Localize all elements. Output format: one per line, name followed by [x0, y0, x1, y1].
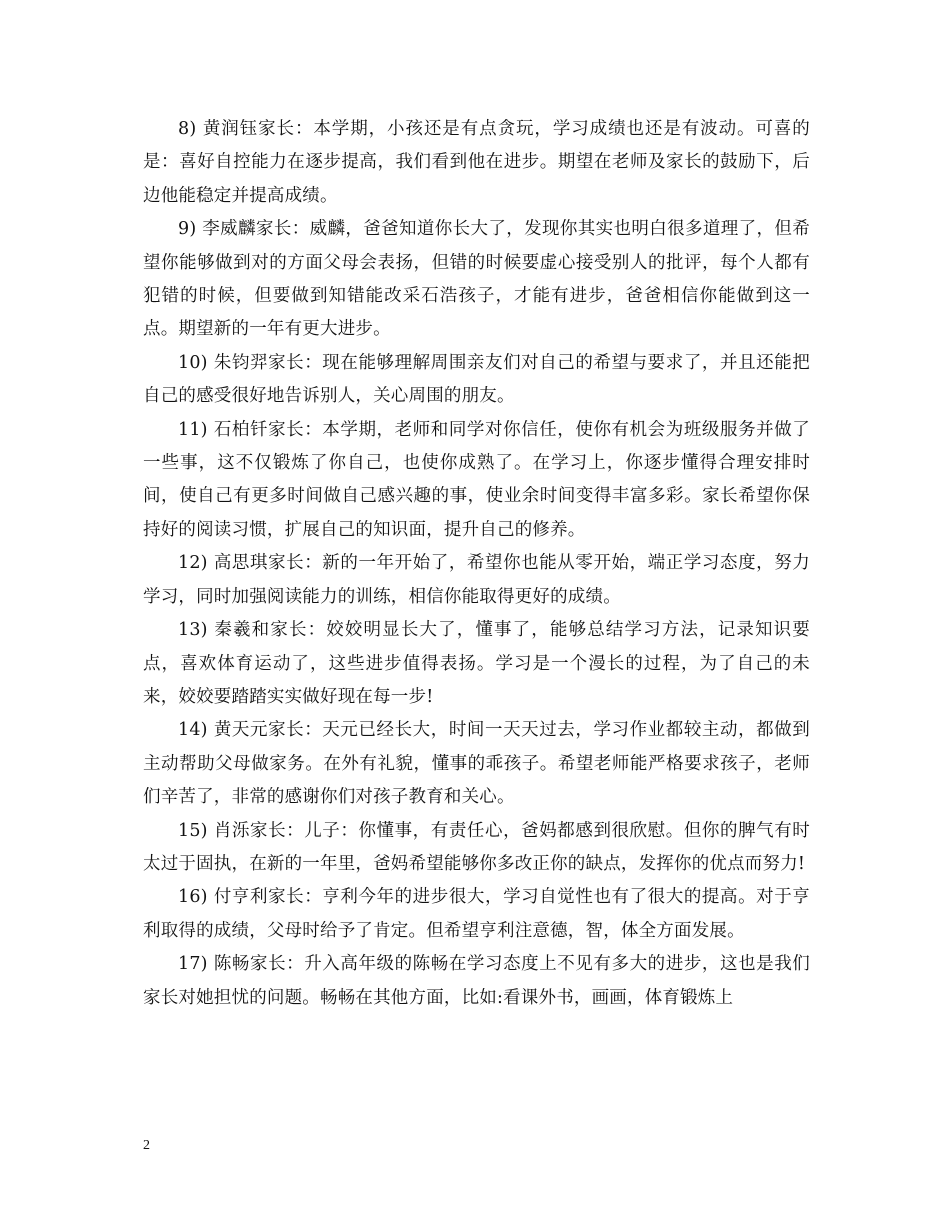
- paragraph-parent-comment-12: 12) 高思琪家长：新的一年开始了，希望你也能从零开始，端正学习态度，努力学习，同时加强阅读能力的训练，相信你能取得更好的成绩。: [143, 553, 810, 607]
- paragraph-parent-comment-17: 17) 陈畅家长：升入高年级的陈畅在学习态度上不见有多大的进步，这也是我们家长对她担忧的问题。畅畅在其他方面，比如:看课外书，画画，体育锻炼上: [143, 954, 810, 1008]
- document-body: [143, 113, 810, 1015]
- paragraph-parent-comment-14: 14) 黄天元家长：天元已经长大，时间一天天过去，学习作业都较主动，都做到主动帮助父母做家务。在外有礼貌，懂事的乖孩子。希望老师能严格要求孩子，老师们辛苦了，非常的感谢你们对孩子教育和关心。: [143, 720, 810, 808]
- paragraph-parent-comment-8: 8) 黄润钰家长：本学期，小孩还是有点贪玩，学习成绩也还是有波动。可喜的是：喜好自控能力在逐步提高，我们看到他在进步。期望在老师及家长的鼓励下，后边他能稳定并提高成绩。: [143, 119, 810, 206]
- paragraph-parent-comment-9: 9) 李威麟家长：威麟，爸爸知道你长大了，发现你其实也明白很多道理了，但希望你能够做到对的方面父母会表扬，但错的时候要虚心接受别人的批评，每个人都有犯错的时候，但要做到知错能改采石浩孩子，才能有进步，爸爸相信你能做到这一点。期望新的一年有更大进步。: [143, 219, 810, 340]
- page-number: 2: [143, 1138, 150, 1153]
- paragraph-parent-comment-11: 11) 石柏钎家长：本学期，老师和同学对你信任，使你有机会为班级服务并做了一些事，这不仅锻炼了你自己，也使你成熟了。在学习上，你逐步懂得合理安排时间，使自己有更多时间做自己感兴趣的事，使业余时间变得丰富多彩。家长希望你保持好的阅读习惯，扩展自己的知识面，提升自己的修养。: [143, 419, 810, 540]
- paragraph-parent-comment-13: 13) 秦羲和家长：姣姣明显长大了，懂事了，能够总结学习方法，记录知识要点，喜欢体育运动了，这些进步值得表扬。学习是一个漫长的过程，为了自己的未来，姣姣要踏踏实实做好现在每一步!: [143, 620, 810, 707]
- paragraph-parent-comment-10: 10) 朱钧羿家长：现在能够理解周围亲友们对自己的希望与要求了，并且还能把自己的感受很好地告诉别人，关心周围的朋友。: [143, 352, 810, 407]
- paragraph-parent-comment-16: 16) 付亨利家长：亨利今年的进步很大，学习自觉性也有了很大的提高。对于亨利取得的成绩，父母时给予了肯定。但希望亨利注意德，智，体全方面发展。: [143, 887, 810, 941]
- paragraph-parent-comment-15: 15) 肖泺家长：儿子：你懂事，有责任心，爸妈都感到很欣慰。但你的脾气有时太过于固执，在新的一年里，爸妈希望能够你多改正你的缺点，发挥你的优点而努力!: [143, 820, 810, 874]
